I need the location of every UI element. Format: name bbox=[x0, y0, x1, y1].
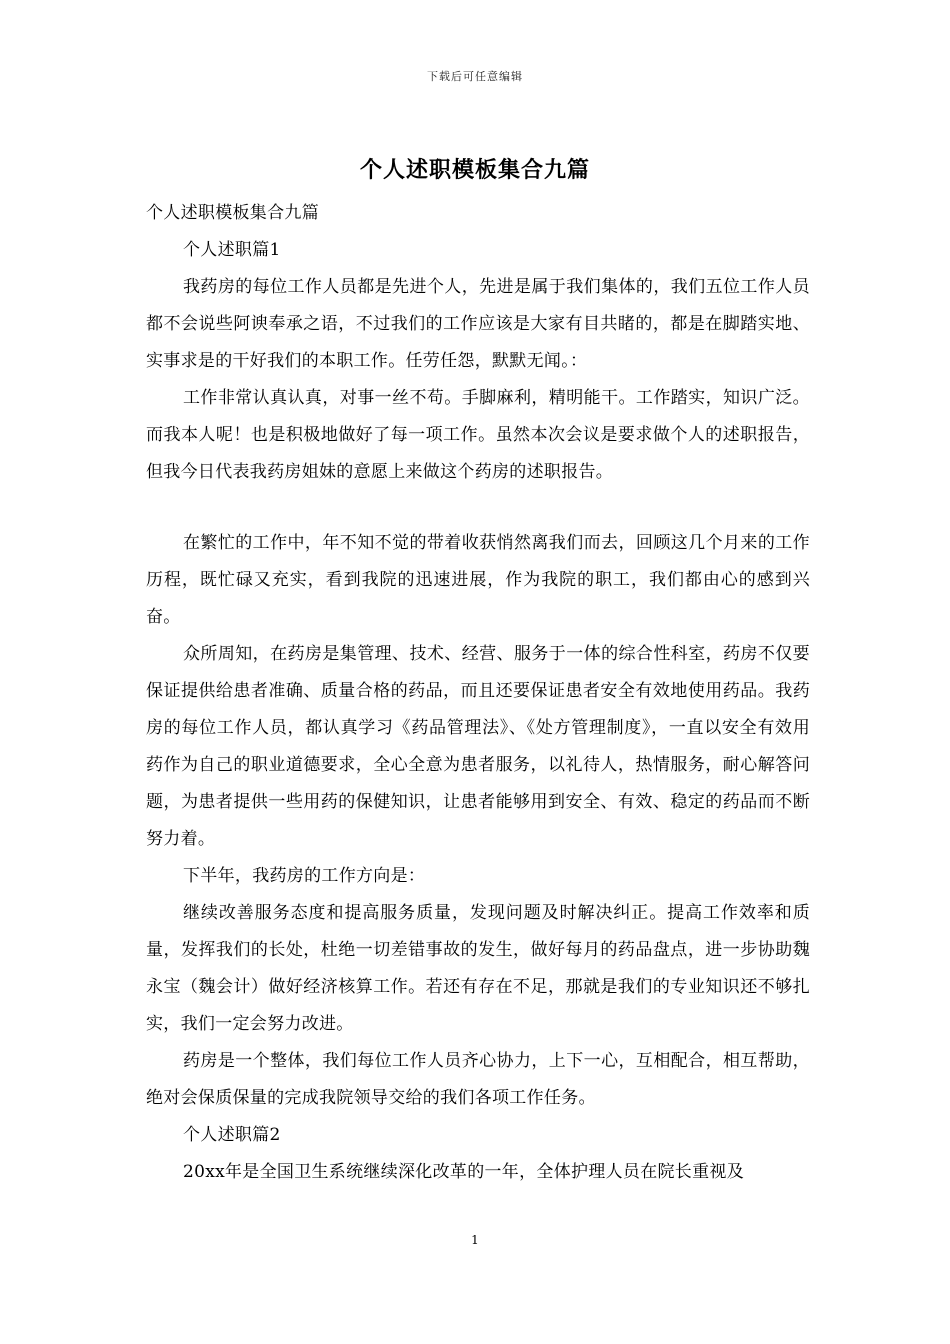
header-note: 下载后可任意编辑 bbox=[427, 70, 523, 83]
paragraph: 药房是一个整体，我们每位工作人员齐心协力，上下一心，互相配合，相互帮助，绝对会保质保量的完成我院领导交给的我们各项工作任务。 bbox=[146, 1051, 810, 1108]
paragraph: 20xx年是全国卫生系统继续深化改革的一年，全体护理人员在院长重视及 bbox=[183, 1162, 745, 1182]
spacer bbox=[146, 491, 810, 525]
paragraph: 工作非常认真认真，对事一丝不苟。手脚麻利，精明能干。工作踏实，知识广泛。而我本人呢！也是积极地做好了每一项工作。虽然本次会议是要求做个人的述职报告，但我今日代表我药房姐妹的意愿上来做这个药房的述职报告。 bbox=[146, 388, 810, 482]
section-heading-2: 个人述职篇2 bbox=[183, 1125, 281, 1145]
section-heading-1: 个人述职篇1 bbox=[183, 240, 281, 260]
document-title: 个人述职模板集合九篇 bbox=[359, 157, 590, 183]
paragraph: 众所周知，在药房是集管理、技术、经营、服务于一体的综合性科室，药房不仅要保证提供给患者准确、质量合格的药品，而且还要保证患者安全有效地使用药品。我药房的每位工作人员，都认真学习《药品管理法》、《处方管理制度》，一直以安全有效用药作为自己的职业道德要求，全心全意为患者服务，以礼待人，热情服务，耐心解答问题，为患者提供一些用药的保健知识，让患者能够用到安全、有效、稳定的药品而不断努力着。 bbox=[146, 644, 810, 849]
paragraph: 下半年，我药房的工作方向是： bbox=[183, 866, 426, 886]
paragraph: 继续改善服务态度和提高服务质量，发现问题及时解决纠正。提高工作效率和质量，发挥我们的长处，杜绝一切差错事故的发生，做好每月的药品盘点，进一步协助魏永宝（魏会计）做好经济核算工作。若还有存在不足，那就是我们的专业知识还不够扎实，我们一定会努力改进。 bbox=[146, 903, 810, 1034]
paragraph: 我药房的每位工作人员都是先进个人，先进是属于我们集体的，我们五位工作人员都不会说些阿谀奉承之语，不过我们的工作应该是大家有目共睹的，都是在脚踏实地、实事求是的干好我们的本职工作。任劳任怨，默默无闻。： bbox=[146, 277, 810, 371]
page-number: 1 bbox=[471, 1233, 479, 1247]
paragraph: 在繁忙的工作中，年不知不觉的带着收获悄然离我们而去，回顾这几个月来的工作历程，既忙碌又充实，看到我院的迅速进展，作为我院的职工，我们都由心的感到兴奋。 bbox=[146, 533, 810, 627]
subtitle: 个人述职模板集合九篇 bbox=[146, 203, 319, 223]
document-body bbox=[146, 195, 810, 1191]
